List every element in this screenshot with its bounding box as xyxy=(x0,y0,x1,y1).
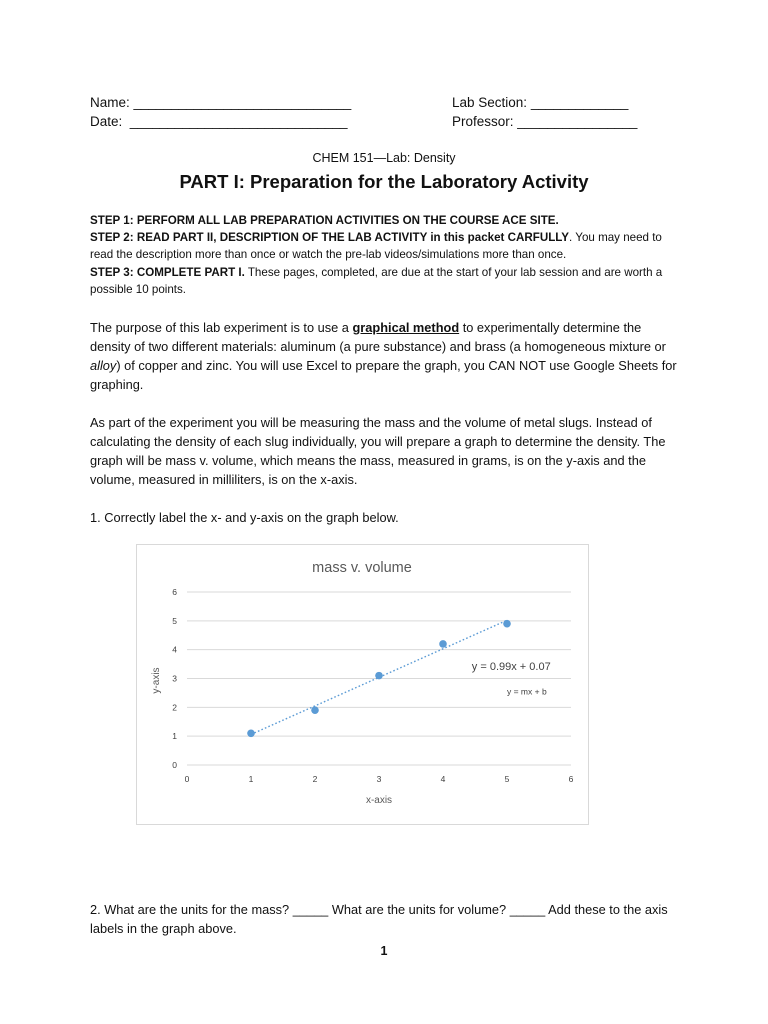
purpose-text-2: to experimentally determine the density of two different materials: aluminum (a pure substance) and brass (a homogeneous mixture or xyxy=(90,320,666,354)
y-tick-label: 5 xyxy=(172,615,177,626)
x-axis-label: x-axis xyxy=(365,795,393,806)
graphical-method-term: graphical method xyxy=(352,320,460,335)
x-tick-label: 5 xyxy=(504,774,510,784)
y-tick-label: 3 xyxy=(172,673,177,684)
step-1 xyxy=(90,212,680,229)
y-tick-label: 4 xyxy=(172,644,177,655)
date-label: Date: xyxy=(90,114,123,129)
y-tick-labels xyxy=(172,587,177,770)
chart-svg xyxy=(137,545,588,824)
y-tick-label: 6 xyxy=(172,587,177,597)
professor-label: Professor: xyxy=(452,114,514,129)
step-2 xyxy=(90,229,680,263)
mass-volume-chart xyxy=(136,544,589,825)
professor-blank: ________________ xyxy=(517,114,638,129)
step-3-rest: These pages, completed, are due at the start of your lab session and are worth a possible 10 points. xyxy=(90,265,663,296)
question-2-text-b: ? _____ Add these to the axis labels in the graph above. xyxy=(90,902,668,936)
experiment-paragraph: As part of the experiment you will be measuring the mass and the volume of metal slugs. Instead of calculating the density of each slug individually, you will prepare a graph to determine the density. The graph will be mass v. volume, which means the mass, measured in grams, is on the y-axis and the volume, measured in milliliters, is on the x-axis. xyxy=(90,415,666,487)
name-blank: _____________________________ xyxy=(133,95,352,110)
question-1: 1. Correctly label the x- and y-axis on the graph below. xyxy=(90,510,399,525)
purpose-text-1: The purpose of this lab experiment is to use a xyxy=(90,320,353,335)
data-point xyxy=(311,706,319,714)
step-3-bold: STEP 3: COMPLETE PART I. xyxy=(90,265,245,279)
y-axis-label: y-axis xyxy=(151,667,162,694)
date-line xyxy=(90,114,348,129)
page-title: PART I: Preparation for the Laboratory Activity xyxy=(179,171,589,192)
course-label: CHEM 151—Lab: Density xyxy=(312,151,456,165)
lab-section-blank: _____________ xyxy=(530,95,629,110)
steps-block xyxy=(90,212,680,298)
data-point xyxy=(503,620,511,628)
date-blank: _____________________________ xyxy=(129,114,348,129)
question-2 xyxy=(90,900,690,938)
y-tick-label: 1 xyxy=(172,731,177,742)
professor-line xyxy=(452,114,637,129)
alloy-term: alloy xyxy=(90,358,117,373)
general-equation: y = mx + b xyxy=(507,686,547,697)
name-label: Name: xyxy=(90,95,130,110)
step-3 xyxy=(90,264,680,298)
step-2-bold: STEP 2: READ PART II, DESCRIPTION OF THE LAB ACTIVITY in this packet CARFULLY xyxy=(90,231,570,245)
purpose-text-3: ) of copper and zinc. You will use Excel to prepare the graph, you CAN NOT use Google Sheets for graphing. xyxy=(90,358,677,392)
x-tick-label: 0 xyxy=(184,774,190,784)
x-tick-label: 4 xyxy=(440,774,446,784)
step-1-text: STEP 1: PERFORM ALL LAB PREPARATION ACTIVITIES ON THE COURSE ACE SITE. xyxy=(90,214,559,227)
chart-title: mass v. volume xyxy=(312,560,412,576)
x-tick-labels xyxy=(185,774,574,784)
data-point xyxy=(247,729,255,737)
x-tick-label: 2 xyxy=(312,774,318,784)
y-tick-label: 2 xyxy=(172,702,177,713)
lab-section-label: Lab Section: xyxy=(452,95,528,110)
lab-section-line xyxy=(452,95,628,110)
x-tick-label: 6 xyxy=(568,774,574,784)
purpose-paragraph xyxy=(90,318,680,394)
question-2-text-a: 2. What are the units for the mass? _____ What are the units for volume xyxy=(90,902,500,917)
name-line xyxy=(90,95,351,110)
x-tick-label: 3 xyxy=(376,774,382,784)
step-2-rest: . You may need to read the description more than once or watch the pre-lab videos/simulations more than once. xyxy=(90,231,662,262)
data-point xyxy=(439,640,447,648)
trendline-equation: y = 0.99x + 0.07 xyxy=(471,660,551,673)
data-point xyxy=(375,672,383,680)
y-tick-label: 0 xyxy=(172,760,177,770)
x-tick-label: 1 xyxy=(248,774,254,784)
page-number: 1 xyxy=(380,944,388,958)
